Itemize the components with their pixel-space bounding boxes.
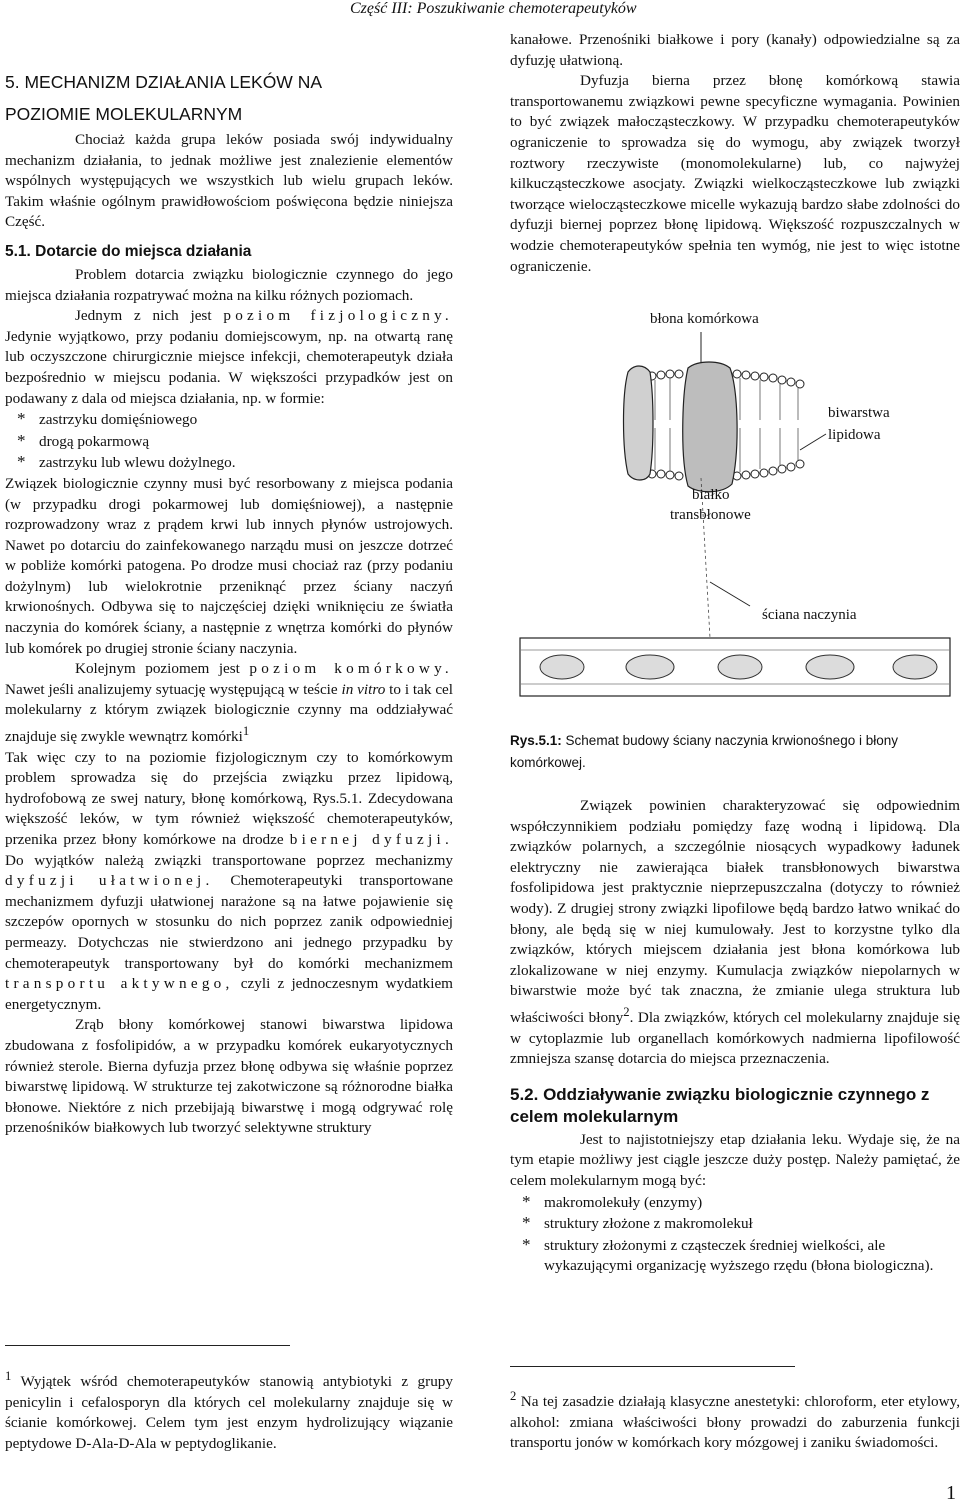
section-title-line-2: POZIOMIE MOLEKULARNYM [5,104,243,124]
label-protein-line-1: białko [692,487,730,503]
italic-text: in vitro [341,680,386,698]
list-item-text: zastrzyku lub wlewu dożylnego. [39,454,236,472]
footnote-ref-1[interactable]: 1 [242,724,250,739]
label-bilayer-line-1: biwarstwa [828,405,890,421]
text: Nawet jeśli analizujemy sytuację występującą w teście [5,680,338,698]
footnote-separator [510,1366,795,1367]
text: Chemoterapeutyki transportowane mechanizmem dyfuzji ułatwionej narażone są na łatwe pojawienie się szczepów opornych w stosunku do nich poprzez zanik odpowiedniej permeazy. Dotychczas nie stwierdzono ani jednego przypadku by chemoterapeutyk transportowany był do komórki mechanizmem [5,872,453,972]
bullet-asterisk: * [522,1213,531,1233]
text: Tak więc czy to na poziomie fizjologicznym czy to komórkowym problem sprowadza się do przejścia związku przez lipidową, hydrofobową ze swej natury, błonę komórkową, Rys.5.1. Zdecydowana większość leków, w tym również większość chemoterapeutyków, przenika przez błony komórkowe na drodze [5,748,453,849]
list-item-text: struktury złożone z makromolekuł [544,1215,753,1233]
label-vessel-wall: ściana naczynia [762,607,857,623]
text: . Dla związków, których cel molekularny znajduje się w cytoplazmie lub organellach komórkowych nadmierna lipofilowość zmniejsza szansę dotarcia do miejsca przeznaczenia. [510,1009,960,1068]
label-cell-membrane: błona komórkowa [650,311,759,327]
footnote-mark: 1 [5,1369,12,1383]
footnote-ref-2[interactable]: 2 [623,1004,630,1019]
bullet-asterisk: * [17,430,26,450]
membrane-schematic [510,298,960,708]
list-item [510,1192,960,1214]
pointer-line [800,434,826,450]
subsection-title-5-2: 5.2. Oddziaływanie związku biologicznie czynnego z celem molekularnym [510,1084,930,1126]
footnote-1 [5,1366,453,1454]
running-header: Część III: Poszukiwanie chemoterapeutyków [350,0,637,17]
list-item [510,1235,960,1277]
list-item [5,452,453,474]
figure-vessel-membrane [510,298,960,708]
list-item [5,431,453,453]
footnote-text: Na tej zasadzie działają klasyczne anestetyki: chloroform, eter etylowy, alkohol: zmiana właściwości błony prowadzi do zaburzenia funkcji transportu jonów w komórkach kory mózgowej i zaniku świadomości. [510,1393,960,1452]
paragraph-resorption: Związek biologicznie czynny musi być resorbowany z miejsca podania (w przypadku drogi pokarmowej lub domięśniowej), a następnie rozprowadzony wraz z prądem krwi lub innych płynów ustrojowych. Nawet po dotarciu do zainfekowanego narządu musi on jeszcze dotrzeć w pobliże komórki patogena. Po drodze musi chociaż raz (przy podaniu dożylnym) lub wielokrotnie przeniknąć przez ściany naczyń krwionośnych. Odbywa się to najczęściej dzięki wniknięciu ze światła naczynia do komórek ściany, a następnie z wnętrza komórki do płynów lub komórek po drugiej stronie ściany naczynia. [5,474,453,657]
caption-text: Schemat budowy ściany naczynia krwionośnego i błony komórkowej. [510,733,898,770]
paragraph-problem: Problem dotarcia związku biologicznie czynnego do jego miejsca działania rozpatrywać można na kilku różnych poziomach. [5,265,453,304]
footnote-text: Wyjątek wśród chemoterapeutyków stanowią antybiotyki z grupy penicylin i cefalosporyn dla których cel molekularny znajduje się w ścianie komórkowej. Celem tym jest enzym hydrolizujący wiązanie peptydowe D-Ala-D-Ala w peptydoglikanie. [5,1373,453,1452]
text: Kolejnym poziomem jest [75,660,240,678]
footnote-2 [510,1386,960,1454]
list-item [5,409,453,431]
paragraph-partition [510,796,960,1070]
emphasis-text: poziom fizjologiczny. [223,307,453,325]
footnote-mark: 2 [510,1389,517,1403]
paragraph-stage: Jest to najistotniejszy etap działania leku. Wydaje się, że na tym etapie możliwy jest ciągle jeszcze duży postęp. Należy pamiętać, że celem molekularnym mogą być: [510,1130,960,1189]
paragraph-intro: Chociaż każda grupa leków posiada swój indywidualny mechanizm działania, to jednak możliwe jest znalezienie elementów wspólnych występujących we wszystkich lub wielu grupach leków. Takim właśnie ogólnym prawidłowościom poświęcona będzie niniejsza Część. [5,131,453,231]
footnote-separator [5,1345,290,1346]
page-number: 1 [946,1482,956,1504]
text: to i tak cel molekularny z którym związek biologicznie czynny ma oddziaływać znajduje się zwykle wewnątrz komórki [5,680,454,746]
list-item-text: makromolekuły (enzymy) [544,1193,703,1211]
pointer-line [710,582,750,606]
administration-list [5,409,453,474]
list-item-text: zastrzyku domięśniowego [39,411,198,429]
bullet-asterisk: * [17,409,26,429]
bullet-asterisk: * [522,1191,531,1211]
emphasis-text: biernej dyfuzji. [289,831,453,849]
bullet-asterisk: * [17,452,26,472]
list-item-text: struktury złożonymi z cząsteczek średniej wielkości, ale wykazującymi organizację wyższego rzędu (błona biologiczna). [544,1236,934,1275]
right-column-bottom [510,730,960,1277]
list-item-text: drogą pokarmową [39,432,150,450]
section-title [5,66,453,130]
bullet-asterisk: * [522,1234,531,1254]
section-title-line-1: 5. MECHANIZM DZIAŁANIA LEKÓW NA [5,72,322,92]
text: czyli z jednoczesnym wydatkiem energetycznym. [5,975,453,1013]
text: Związek powinien charakteryzować się odpowiednim współczynnikiem podziału pomiędzy fazę wodną i lipidową. Dla związków polarnych, a szczególnie niosących wypadkowy ładunek elektryczny nie zawierająca białek transbłonowych biwarstwa fosfolipidowa jest praktycznie nieprzepuszczalna (dotyczy to również wody). Z drugiej strony związki lipofilowe będą bardzo łatwo wnikać do błony, ale będą się w niej kumulowały. Jest to korzystne tylko dla związków, których miejscem działania jest błona komórkowa lub zlokalizowane w niej enzymy. Kumulacja związków niepolarnych w biwarstwie może być tak znaczna, że zmianie ulega struktura lub właściwości błony [510,797,960,1026]
target-list [510,1192,960,1277]
paragraph-channels: kanałowe. Przenośniki białkowe i pory (kanały) odpowiedzialne są za dyfuzję ułatwioną. [510,31,960,69]
emphasis-text: poziom komórkowy. [249,660,453,678]
caption-label: Rys.5.1: [510,733,562,748]
subsection-title-5-1: 5.1. Dotarcie do miejsca działania [5,242,252,260]
transmembrane-protein [683,362,737,492]
emphasis-text: transportu aktywnego, [5,975,234,993]
list-item [510,1213,960,1235]
paragraph-membrane-crossing [5,748,453,1016]
paragraph-passive-diffusion: Dyfuzja bierna przez błonę komórkową stawia transportowanemu związkowi pewne specyficzne wymagania. Powinien to być związek małocząsteczkowy. W przypadku chemoterapeutyków ograniczenie to sprowadza się do wymogu, aby związek tworzył roztwory rzeczywiste (monomolekularne) lub, co najwyżej kilkucząsteczkowe asocjaty. Związki wielkocząsteczkowe lub związki tworzące wielocząsteczkowe micelle wykazują bardzo słabe zdolności do dyfuzji biernej poprzez błonę lipidową. Większość rozpuszczalnych w wodzie chemoterapeutyków spełnia ten wymóg, nie jest to więc istotne ograniczenie. [510,72,960,275]
paragraph-membrane-structure: Zrąb błony komórkowej stanowi biwarstwa lipidowa zbudowana z fosfolipidów, a w przypadku komórek eukaryotycznych również sterole. Bierna dyfuzja przez błonę odbywa się właśnie poprzez biwarstwę lipidową. W strukturze tej zakotwiczone są różnorodne białka błonowe. Niektóre z nich przebijają biwarstwę i mogą odgrywać rolę przenośników białkowych lub tworzyć selektywne struktury [5,1016,453,1137]
label-bilayer-line-2: lipidowa [828,427,881,443]
right-column-top [510,30,960,300]
membrane-protein-small [624,366,654,480]
emphasis-text: dyfuzji ułatwionej. [5,872,214,890]
label-protein-line-2: transbłonowe [670,507,751,523]
paragraph-cellular-level [5,659,453,747]
text: Jednym z nich jest [75,307,212,325]
text: Jedynie wyjątkowo, przy podaniu domiejscowym, np. na otwartą ranę lub oczyszczone chirurgicznie miejsce infekcji, chemoterapeutyk działa bezpośrednio w miejscu podania. W większości przypadków jest on podawany z dala od miejsca działania, np. w formie: [5,327,453,407]
text: Do wyjątków należą związki transportowane poprzez mechanizmy [5,851,453,869]
left-column [5,66,453,1139]
figure-caption [510,730,960,774]
paragraph-physiological-level [5,306,453,409]
